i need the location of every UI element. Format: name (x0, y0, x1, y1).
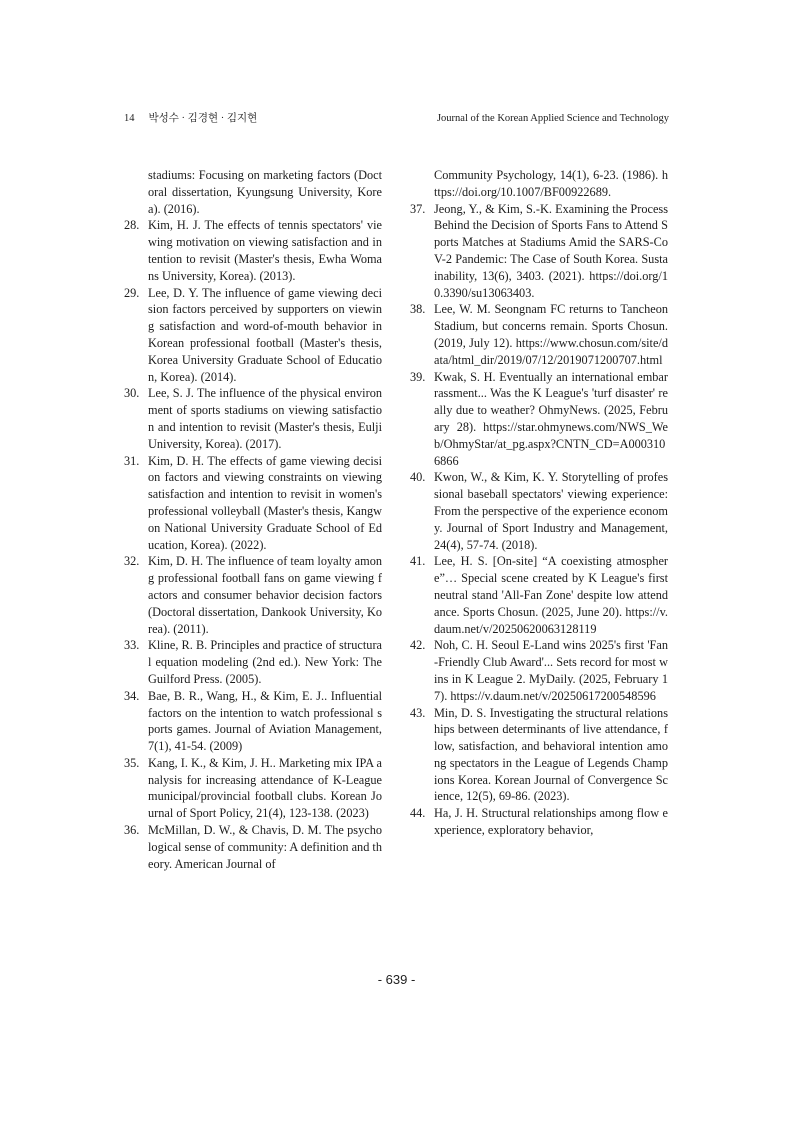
reference-text: Kwak, S. H. Eventually an international embarrassment... Was the K League's 'turf disaster' really due to weather? OhmyNews. (2025, February 28). https://star.ohmynews.com/NWS_Web/OhmyStar/at_pg.aspx?CNTN_CD=A0003106866 (434, 369, 668, 468)
reference-text: Kim, D. H. The influence of team loyalty among professional football fans on game viewing factors and consumer behavior decision factors (Doctoral dissertation, Dankook University, Korea). (2011). (148, 554, 382, 636)
reference-text: Kim, H. J. The effects of tennis spectators' viewing motivation on viewing satisfaction and intention to revisit (Master's thesis, Ewha Womans University, Korea). (2013). (148, 218, 382, 283)
reference-text: Community Psychology, 14(1), 6-23. (1986). https://doi.org/10.1007/BF00922689. (434, 168, 668, 199)
references-left-column (124, 167, 382, 872)
reference-entry (124, 637, 382, 687)
reference-text: Lee, H. S. [On-site] “A coexisting atmosphere”… Special scene created by K League's first neutral stand 'All-Fan Zone' despite low attendance. Sports Chosun. (2025, June 20). https://v.daum.net/v/20250620063128119 (434, 554, 668, 636)
references-right-column (410, 167, 668, 839)
reference-entry (410, 553, 668, 637)
running-header (124, 111, 669, 127)
reference-text: Lee, W. M. Seongnam FC returns to Tancheon Stadium, but concerns remain. Sports Chosun. (2019, July 12). https://www.chosun.com/site/data/html_dir/2019/07/12/2019071200707.html (434, 302, 668, 367)
reference-entry (410, 805, 668, 839)
reference-entry (124, 217, 382, 284)
reference-number: 36. (124, 823, 140, 838)
reference-number: 29. (124, 285, 140, 300)
reference-number: 37. (410, 201, 426, 216)
reference-number: 43. (410, 705, 426, 720)
reference-text: Kim, D. H. The effects of game viewing decision factors and viewing constraints on viewing satisfaction and intention to revisit in women's professional volleyball (Master's thesis, Kangwon National University Graduate School of Education, Korea). (2022). (148, 453, 382, 552)
reference-entry (124, 453, 382, 554)
header-authors: 박성수 · 김경현 · 김지현 (148, 113, 258, 124)
reference-text: Ha, J. H. Structural relationships among flow experience, exploratory behavior, (434, 806, 668, 838)
reference-number: 39. (410, 369, 426, 384)
reference-number: 44. (410, 806, 426, 821)
reference-number: 42. (410, 638, 426, 653)
reference-text: McMillan, D. W., & Chavis, D. M. The psychological sense of community: A definition and theory. American Journal of (148, 823, 382, 871)
reference-number: 40. (410, 470, 426, 485)
reference-text: Lee, D. Y. The influence of game viewing decision factors perceived by supporters on viewing satisfaction and word-of-mouth behavior in Korean professional football (Master's thesis, Korea University Graduate School of Education, Korea). (2014). (148, 285, 382, 384)
reference-entry (410, 301, 668, 368)
reference-number: 35. (124, 755, 140, 770)
reference-text: stadiums: Focusing on marketing factors (Doctoral dissertation, Kyungsung University, Korea). (2016). (148, 168, 382, 216)
reference-number: 30. (124, 386, 140, 401)
page-footer-number: - 639 - (377, 972, 416, 987)
reference-entry (410, 167, 668, 201)
reference-number: 32. (124, 554, 140, 569)
reference-text: Noh, C. H. Seoul E-Land wins 2025's first 'Fan-Friendly Club Award'... Sets record for most wins in K League 2. MyDaily. (2025, February 17). https://v.daum.net/v/20250617200548596 (434, 638, 668, 703)
reference-entry (124, 822, 382, 872)
reference-entry (410, 637, 668, 704)
reference-entry (124, 167, 382, 217)
reference-text: Kline, R. B. Principles and practice of structural equation modeling (2nd ed.). New York: The Guilford Press. (2005). (148, 638, 382, 686)
reference-text: Bae, B. R., Wang, H., & Kim, E. J.. Influential factors on the intention to watch professional sports games. Journal of Aviation Management, 7(1), 41-54. (2009) (148, 688, 382, 754)
reference-entry (124, 553, 382, 637)
reference-text: Jeong, Y., & Kim, S.-K. Examining the Process Behind the Decision of Sports Fans to Attend Sports Matches at Stadiums Amid the SARS-CoV-2 Pandemic: The Case of South Korea. Sustainability, 13(6), 3403. (2021). https://doi.org/10.3390/su13063403. (434, 201, 668, 300)
reference-number: 28. (124, 218, 140, 233)
reference-number: 38. (410, 302, 426, 317)
reference-entry (124, 285, 382, 386)
reference-text: Kang, I. K., & Kim, J. H.. Marketing mix IPA analysis for increasing attendance of K-League municipal/provincial football clubs. Korean Journal of Sport Policy, 21(4), 123-138. (2023) (148, 755, 382, 821)
reference-text: Lee, S. J. The influence of the physical environment of sports stadiums on viewing satisfaction and intention to revisit (Master's thesis, Eulji University, Korea). (2017). (148, 386, 382, 451)
reference-number: 34. (124, 688, 140, 703)
reference-number: 41. (410, 554, 426, 569)
reference-text: Min, D. S. Investigating the structural relationships between determinants of live attendance, flow, satisfaction, and behavioral intention among spectators in the League of Legends Champions Korea. Korean Journal of Convergence Science, 12(5), 69-86. (2023). (434, 705, 668, 804)
reference-entry (410, 469, 668, 553)
header-journal-title: Journal of the Korean Applied Science and Technology (436, 113, 669, 124)
header-left (124, 111, 257, 127)
header-page-number: 14 (124, 113, 135, 124)
reference-entry (124, 688, 382, 755)
reference-entry (410, 705, 668, 806)
reference-number: 33. (124, 638, 140, 653)
reference-entry (124, 755, 382, 822)
reference-entry (124, 385, 382, 452)
reference-entry (410, 201, 668, 302)
reference-text: Kwon, W., & Kim, K. Y. Storytelling of professional baseball spectators' viewing experience: From the perspective of the experience economy. Journal of Sport Industry and Management, 24(4), 57-74. (2018). (434, 470, 668, 552)
reference-number: 31. (124, 453, 140, 468)
reference-entry (410, 369, 668, 470)
